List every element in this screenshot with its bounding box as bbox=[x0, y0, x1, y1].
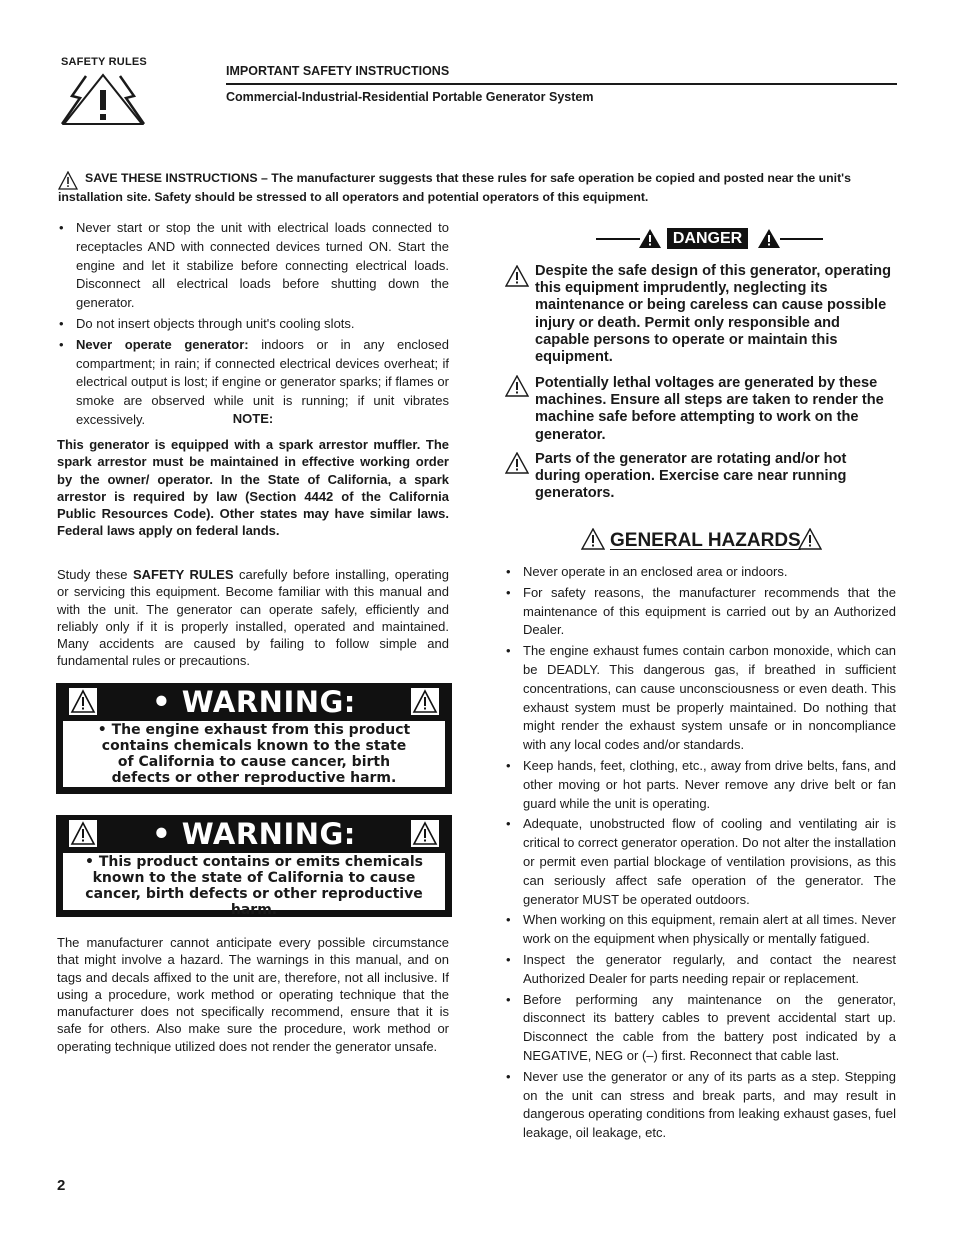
section-label: SAFETY RULES bbox=[61, 56, 147, 68]
caution-icon bbox=[798, 528, 822, 550]
header-rule bbox=[226, 83, 897, 85]
general-hazards-heading: GENERAL HAZARDS bbox=[610, 530, 801, 551]
intro-rest: installation site. Safety should be stressed to all operators and potential operators of this equipment. bbox=[58, 190, 649, 204]
page-subtitle: Commercial-Industrial-Residential Portable Generator System bbox=[226, 90, 594, 104]
list-item: • Never operate generator: indoors or in any enclosed compartment; in rain; if connected electrical devices overheat; if electrical output is lost; if engine or generator sparks; if flames or smoke are observed while unit is running; if unit vibrates excessively. bbox=[57, 336, 449, 430]
note-heading: NOTE: bbox=[232, 411, 274, 426]
study-paragraph: Study these SAFETY RULES carefully before installing, operating or servicing this equipment. Become familiar with this manual and with the unit. The generator can operate safely, efficiently and reliably only if it is properly installed, operated and maintained. Many accidents are caused by failing to follow simple and fundamental rules or precautions. bbox=[57, 567, 449, 669]
page-number: 2 bbox=[57, 1177, 66, 1194]
left-bullet-list bbox=[57, 219, 449, 432]
caution-icon bbox=[505, 375, 529, 397]
list-item: • For safety reasons, the manufacturer recommends that the maintenance of this equipment is carried out by an Authorized Dealer. bbox=[504, 584, 896, 640]
caution-icon bbox=[581, 528, 605, 550]
danger-item: Despite the safe design of this generator, operating this equipment imprudently, neglecting its maintenance or being careless can cause possible injury or death. Permit only responsible and capable persons to operate or maintain this equipment. bbox=[505, 263, 895, 366]
page-title: IMPORTANT SAFETY INSTRUCTIONS bbox=[226, 64, 450, 78]
caution-icon bbox=[505, 452, 529, 474]
intro-lead: SAVE THESE INSTRUCTIONS – The manufacturer suggests that these rules for safe operation be copied and posted near the unit's bbox=[85, 171, 851, 185]
list-item: • Never operate in an enclosed area or indoors. bbox=[504, 563, 896, 582]
note-body: This generator is equipped with a spark arrestor muffler. The spark arrestor must be maintained in effective working order by the owner/ operator. In the State of California, a spark arrestor is required by law (Section 4442 of the California Public Resources Code). Other states may have similar laws. Federal laws apply on federal lands. bbox=[57, 437, 449, 539]
caution-icon bbox=[58, 171, 78, 190]
warning-text: • This product contains or emits chemicals known to the state of California to cause cancer, birth defects or other reproductive harm. bbox=[63, 853, 445, 910]
warning-text: • The engine exhaust from this product contains chemicals known to the state of California to cause cancer, birth defects or other reproductive harm. bbox=[63, 721, 445, 787]
list-item: • Adequate, unobstructed flow of cooling and ventilating air is critical to correct generator operation. Do not alter the installation or permit even partial blockage of ventilation provisions, as this can seriously affect safe operation of the generator. The generator MUST be operated outdoors. bbox=[504, 815, 896, 909]
general-hazards-list bbox=[504, 563, 896, 1145]
caution-icon bbox=[505, 265, 529, 287]
danger-rule-right bbox=[780, 238, 823, 240]
danger-label: DANGER bbox=[667, 228, 748, 249]
lightning-warning-icon bbox=[58, 72, 148, 127]
list-item: • Before performing any maintenance on the generator, disconnect its battery cables to prevent accidental start up. Disconnect the cable from the battery post indicated by a NEGATIVE, NEG or (–) first. Reconnect that cable last. bbox=[504, 991, 896, 1066]
danger-item: Potentially lethal voltages are generated by these machines. Ensure all steps are taken to render the machine safe before attempting to work on the generator. bbox=[505, 375, 895, 444]
list-item: • Never use the generator or any of its parts as a step. Stepping on the unit can stress and break parts, and may result in dangerous operating conditions from leaking exhaust gases, fuel leakage, oil leakage, etc. bbox=[504, 1068, 896, 1143]
danger-triangle-icon bbox=[757, 228, 781, 249]
warning-title: • WARNING: bbox=[152, 817, 356, 851]
danger-item: Parts of the generator are rotating and/or hot during operation. Exercise care near running generators. bbox=[505, 451, 895, 503]
danger-triangle-icon bbox=[638, 228, 662, 249]
list-item: • Inspect the generator regularly, and contact the nearest Authorized Dealer for parts needing repair or replacement. bbox=[504, 951, 896, 989]
closing-paragraph: The manufacturer cannot anticipate every possible circumstance that might involve a hazard. The warnings in this manual, and on tags and decals affixed to the unit are, therefore, not all inclusive. If using a procedure, work method or operating technique that the manufacturer does not specifically recommend, ensure that it is safe for others. Also make sure the procedure, work method or operating technique utilized does not render the generator unsafe. bbox=[57, 935, 449, 1054]
warning-title: • WARNING: bbox=[152, 685, 356, 719]
warning-triangle-icon bbox=[411, 688, 439, 715]
list-item: • Do not insert objects through unit's cooling slots. bbox=[57, 315, 449, 334]
list-item: • The engine exhaust fumes contain carbon monoxide, which can be DEADLY. This dangerous gas, if breathed in sufficient concentrations, can cause unconsciousness or even death. This exhaust system must be properly maintained. Do nothing that might render the exhaust system unsafe or in noncompliance with any local codes and/or standards. bbox=[504, 642, 896, 755]
warning-triangle-icon bbox=[411, 820, 439, 847]
warning-box-exhaust bbox=[56, 683, 452, 794]
list-item: • Keep hands, feet, clothing, etc., away from drive belts, fans, and other moving or hot parts. Never remove any drive belt or fan guard while the unit is operating. bbox=[504, 757, 896, 813]
danger-rule-left bbox=[596, 238, 640, 240]
list-item: • When working on this equipment, remain alert at all times. Never work on the equipment when physically or mentally fatigued. bbox=[504, 911, 896, 949]
warning-box-chemicals bbox=[56, 815, 452, 917]
list-item: • Never start or stop the unit with electrical loads connected to receptacles AND with connected devices turned ON. Start the engine and let it stabilize before connecting electrical loads. Disconnect all electrical loads before shutting down the generator. bbox=[57, 219, 449, 313]
